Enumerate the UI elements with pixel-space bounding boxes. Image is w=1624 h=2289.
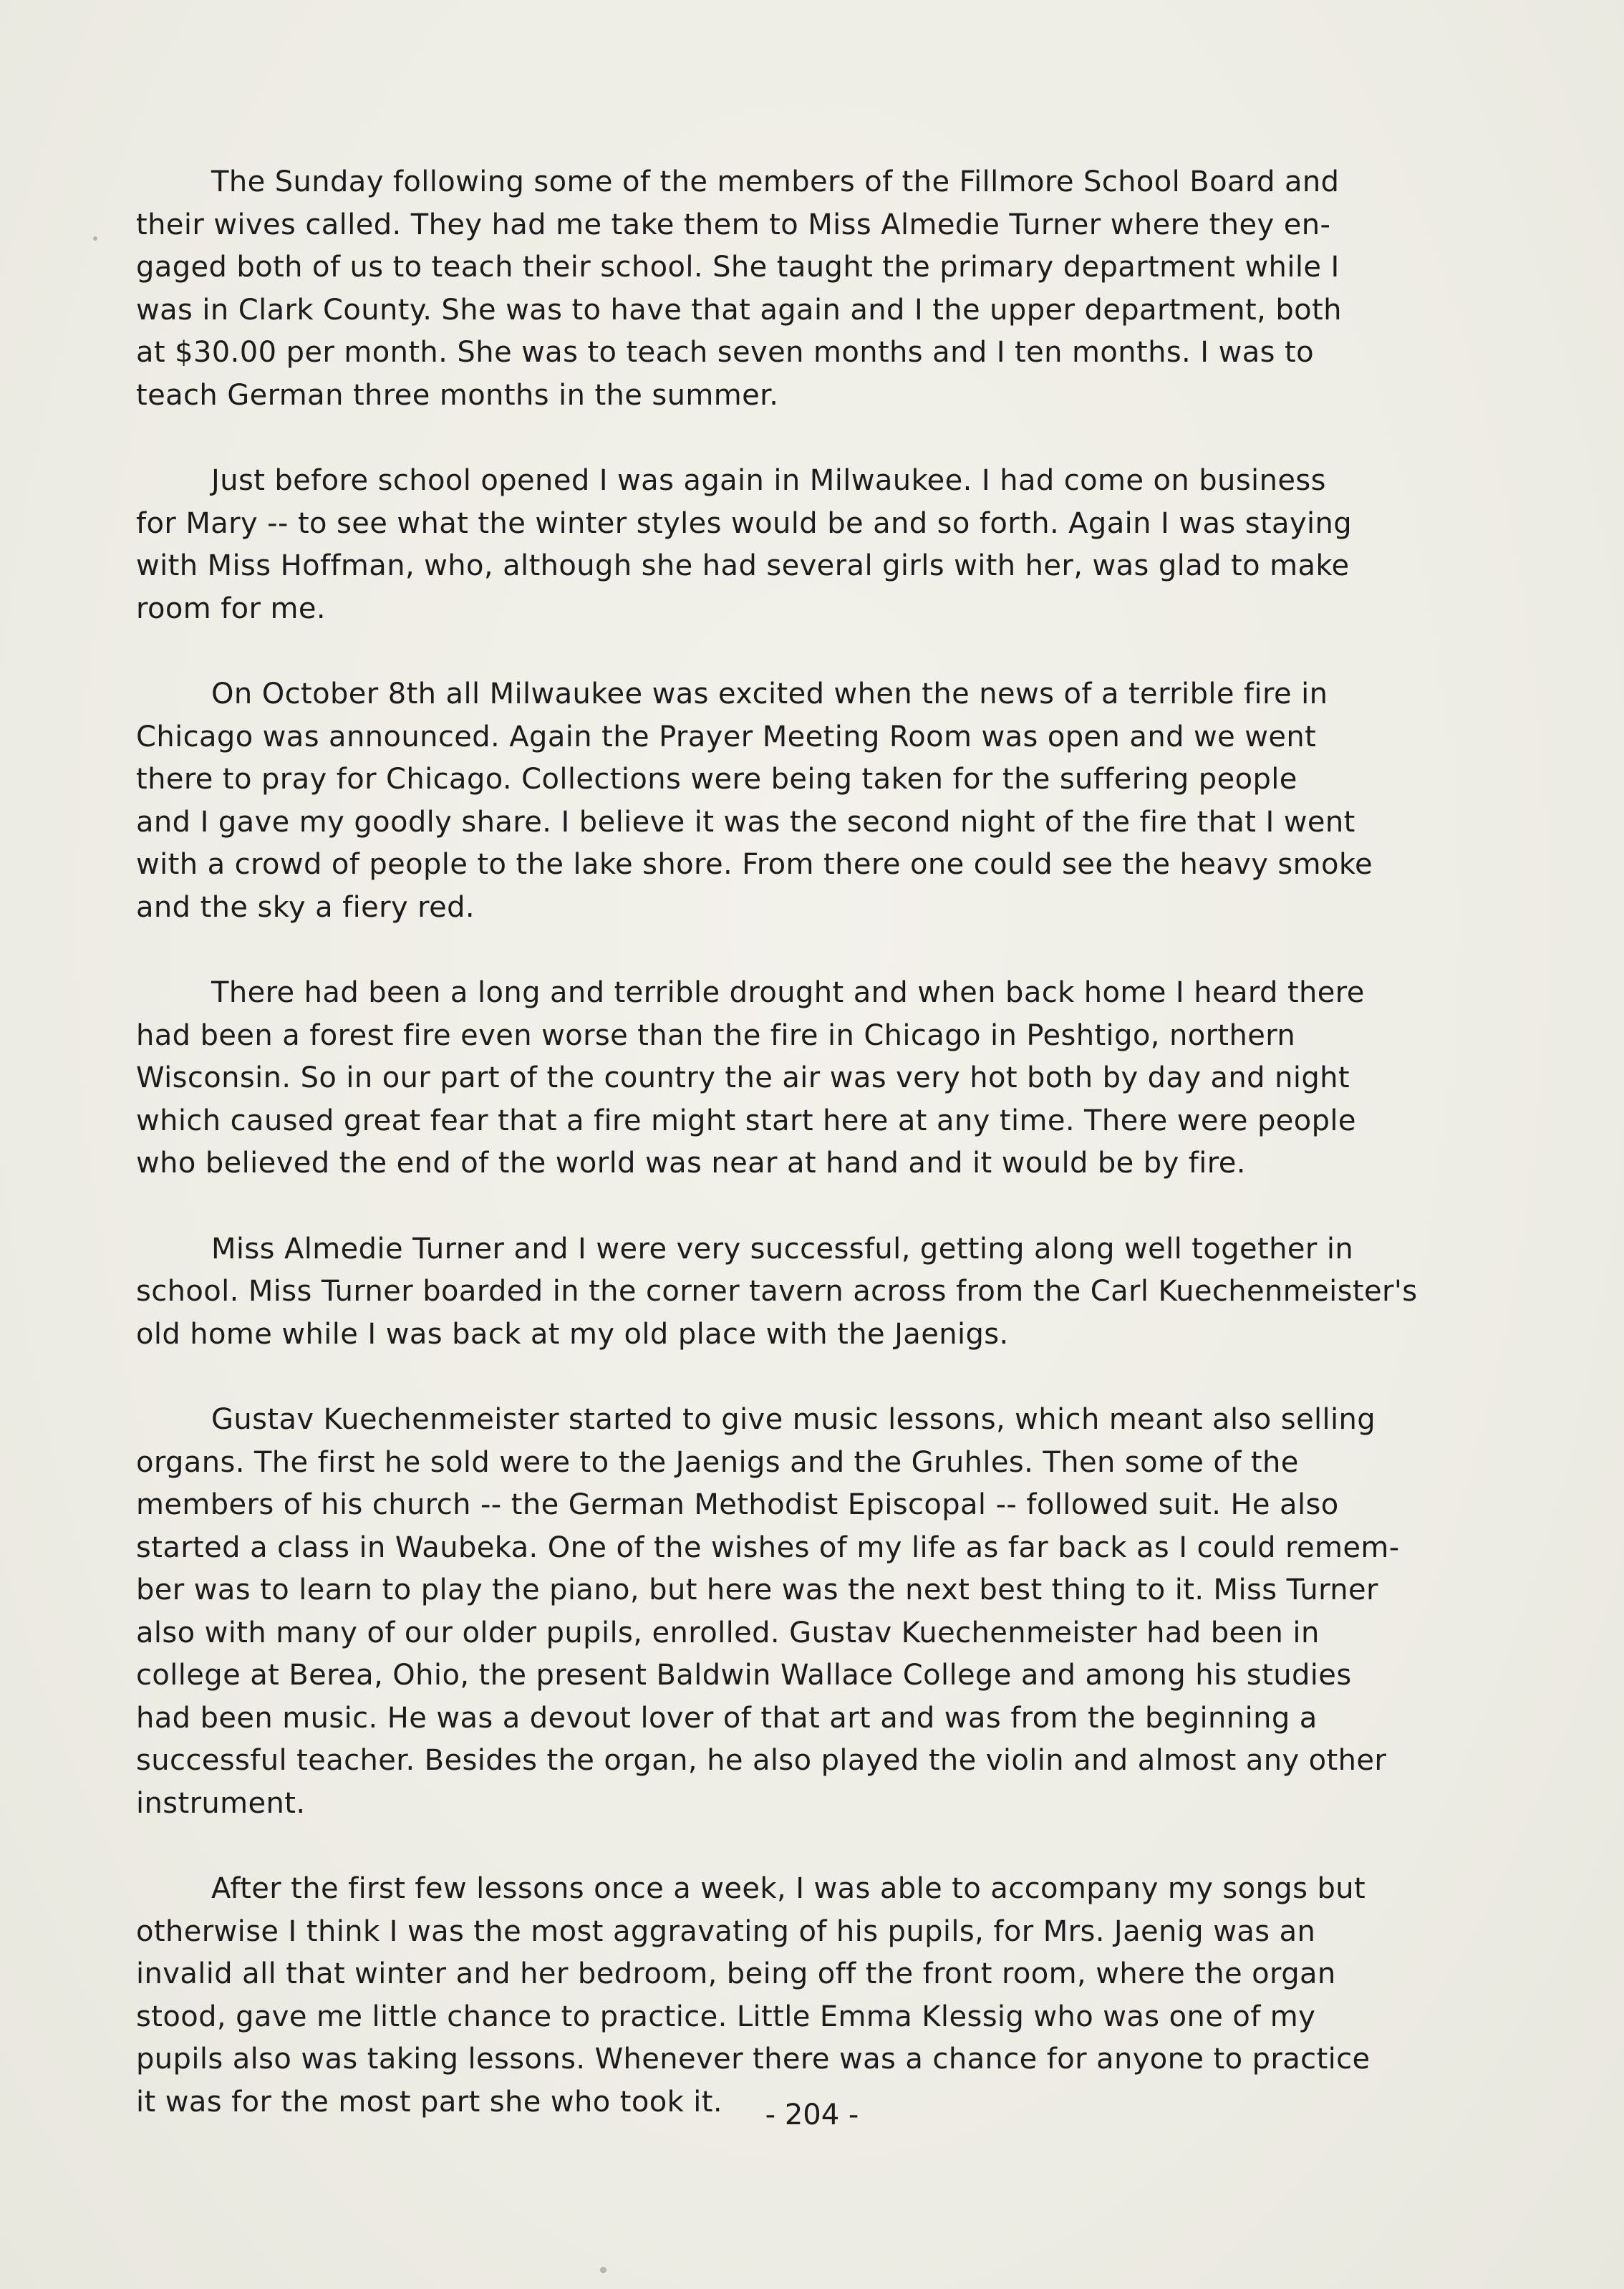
paper-speck — [93, 236, 97, 241]
paragraph — [136, 1228, 1518, 1356]
text-line: Miss Almedie Turner and I were very successful, getting along well together in — [211, 1232, 1354, 1266]
paper-speck — [600, 2267, 606, 2273]
paragraph — [136, 161, 1518, 417]
text-line: The Sunday following some of the members of the Fillmore School Board and — [211, 165, 1340, 198]
text-line: for Mary -- to see what the winter styles would be and so forth. Again I was staying — [136, 506, 1353, 540]
text-line: started a class in Waubeka. One of the wishes of my life as far back as I could remem- — [136, 1531, 1400, 1564]
text-line: successful teacher. Besides the organ, he also played the violin and almost any other — [136, 1744, 1387, 1777]
text-line: Wisconsin. So in our part of the country the air was very hot both by day and night — [136, 1061, 1350, 1094]
paragraph — [136, 972, 1518, 1185]
paragraph — [136, 673, 1518, 929]
text-line: which caused great fear that a fire might start here at any time. There were people — [136, 1104, 1356, 1137]
text-line: ber was to learn to play the piano, but here was the next best thing to it. Miss Turner — [136, 1574, 1378, 1606]
text-line: There had been a long and terrible drought and when back home I heard there — [211, 976, 1365, 1009]
text-line: pupils also was taking lessons. Whenever there was a chance for anyone to practice — [136, 2043, 1371, 2076]
text-line: stood, gave me little chance to practice. Little Emma Klessig who was one of my — [136, 2000, 1316, 2033]
text-line: with a crowd of people to the lake shore. From there one could see the heavy smoke — [136, 848, 1373, 881]
text-line: it was for the most part she who took it. — [136, 2085, 722, 2119]
page-number: - 204 - — [765, 2098, 859, 2131]
text-line: also with many of our older pupils, enrolled. Gustav Kuechenmeister had been in — [136, 1616, 1320, 1649]
text-line: organs. The first he sold were to the Jaenigs and the Gruhles. Then some of the — [136, 1445, 1299, 1479]
text-line: and I gave my goodly share. I believe it was the second night of the fire that I went — [136, 805, 1355, 839]
paragraph — [136, 1399, 1518, 1825]
text-line: otherwise I think I was the most aggravating of his pupils, for Mrs. Jaenig was an — [136, 1914, 1316, 1948]
text-line: gaged both of us to teach their school. She taught the primary department while I — [136, 251, 1340, 284]
text-line: After the first few lessons once a week, I was able to accompany my songs but — [211, 1872, 1366, 1905]
paragraph — [136, 460, 1518, 630]
body-text — [136, 161, 1518, 2167]
text-line: who believed the end of the world was near at hand and it would be by fire. — [136, 1147, 1246, 1180]
text-line: Chicago was announced. Again the Prayer Meeting Room was open and we went — [136, 720, 1317, 753]
text-line: Just before school opened I was again in Milwaukee. I had come on business — [211, 464, 1326, 497]
text-line: and the sky a fiery red. — [136, 890, 475, 924]
text-line: Gustav Kuechenmeister started to give music lessons, which meant also selling — [211, 1403, 1376, 1436]
text-line: there to pray for Chicago. Collections were being taken for the suffering people — [136, 763, 1297, 796]
text-line: old home while I was back at my old place with the Jaenigs. — [136, 1317, 1009, 1351]
text-line: their wives called. They had me take them to Miss Almedie Turner where they en- — [136, 208, 1331, 241]
text-line: instrument. — [136, 1786, 306, 1820]
text-line: college at Berea, Ohio, the present Baldwin Wallace College and among his studies — [136, 1659, 1352, 1692]
text-line: had been music. He was a devout lover of that art and was from the beginning a — [136, 1701, 1318, 1735]
text-line: had been a forest fire even worse than the fire in Chicago in Peshtigo, northern — [136, 1018, 1296, 1052]
text-line: members of his church -- the German Methodist Episcopal -- followed suit. He also — [136, 1488, 1339, 1521]
text-line: invalid all that winter and her bedroom, being off the front room, where the organ — [136, 1957, 1336, 1990]
text-line: On October 8th all Milwaukee was excited when the news of a terrible fire in — [211, 678, 1328, 710]
text-line: school. Miss Turner boarded in the corner tavern across from the Carl Kuechenmeister's — [136, 1275, 1418, 1308]
text-line: with Miss Hoffman, who, although she had several girls with her, was glad to make — [136, 549, 1350, 582]
text-line: at $30.00 per month. She was to teach seven months and I ten months. I was to — [136, 336, 1314, 369]
text-line: was in Clark County. She was to have that again and I the upper department, both — [136, 293, 1342, 327]
paragraph — [136, 1868, 1518, 2124]
text-line: teach German three months in the summer. — [136, 378, 779, 412]
text-line: room for me. — [136, 592, 326, 625]
